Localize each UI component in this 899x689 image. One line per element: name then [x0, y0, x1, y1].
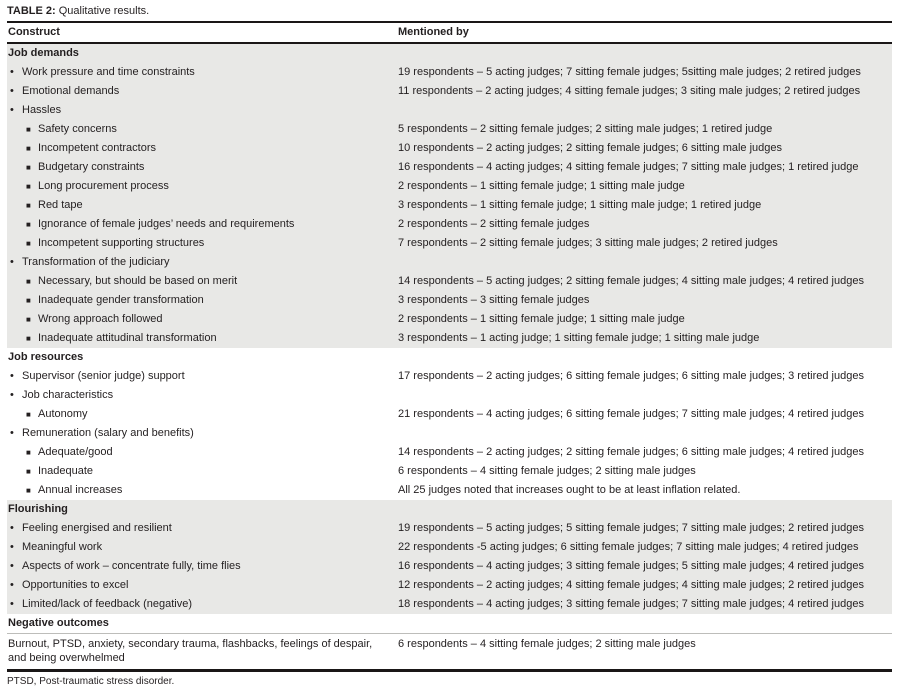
construct-label: Red tape	[38, 199, 83, 211]
bullet-icon: •	[10, 104, 14, 116]
bullet-icon: ■	[26, 334, 31, 343]
table-row	[7, 462, 892, 481]
mentioned-by-cell	[398, 424, 892, 443]
construct-label: Adequate/good	[38, 446, 113, 458]
table-row	[7, 310, 892, 329]
mentioned-by-cell	[398, 310, 892, 329]
construct-label: Meaningful work	[22, 541, 103, 553]
mentioned-by-text: 2 respondents – 1 sitting female judge; 1 sitting male judge	[398, 180, 685, 192]
construct-cell	[7, 614, 398, 633]
construct-label: Supervisor (senior judge) support	[22, 370, 185, 382]
construct-label: Burnout, PTSD, anxiety, secondary trauma, flashbacks, feelings of despair, and being overwhelmed	[8, 638, 373, 664]
construct-cell	[7, 272, 398, 291]
bullet-icon: •	[10, 560, 14, 572]
table-row	[7, 291, 892, 310]
bullet-icon: •	[10, 370, 14, 382]
construct-cell	[7, 481, 398, 500]
mentioned-by-text: 14 respondents – 2 acting judges; 2 sitting female judges; 6 sitting male judges; 4 retired judges	[398, 446, 864, 458]
mentioned-by-cell	[398, 101, 892, 120]
mentioned-by-cell	[398, 557, 892, 576]
table-row	[7, 576, 892, 595]
mentioned-by-cell	[398, 348, 892, 367]
column-header-construct: Construct	[8, 26, 60, 38]
table-row	[7, 538, 892, 557]
bullet-icon: •	[10, 522, 14, 534]
table-row	[7, 424, 892, 443]
mentioned-by-cell	[398, 82, 892, 101]
construct-cell	[7, 139, 398, 158]
bullet-icon: •	[10, 256, 14, 268]
mentioned-by-text: 10 respondents – 2 acting judges; 2 sitting female judges; 6 sitting male judges	[398, 142, 783, 154]
construct-cell	[7, 462, 398, 481]
mentioned-by-cell	[398, 234, 892, 253]
table-row	[7, 405, 892, 424]
construct-label: Job characteristics	[22, 389, 114, 401]
mentioned-by-cell	[398, 120, 892, 139]
mentioned-by-text: 3 respondents – 3 sitting female judges	[398, 294, 590, 306]
mentioned-by-cell	[398, 329, 892, 348]
table-row	[7, 139, 892, 158]
table-row	[7, 557, 892, 576]
mentioned-by-text: 2 respondents – 1 sitting female judge; 1 sitting male judge	[398, 313, 685, 325]
construct-cell	[7, 386, 398, 405]
mentioned-by-cell	[398, 637, 892, 665]
column-header-mentioned-by: Mentioned by	[398, 26, 469, 38]
bullet-icon: ■	[26, 277, 31, 286]
table-row	[7, 234, 892, 253]
construct-cell	[7, 101, 398, 120]
table-row	[7, 595, 892, 614]
mentioned-by-text: 19 respondents – 5 acting judges; 5 sitting female judges; 7 sitting male judges; 2 retired judges	[398, 522, 864, 534]
table-row	[7, 386, 892, 405]
construct-cell	[7, 576, 398, 595]
construct-label: Inadequate attitudinal transformation	[38, 332, 217, 344]
mentioned-by-cell	[398, 519, 892, 538]
construct-cell	[7, 424, 398, 443]
construct-label: Long procurement process	[38, 180, 169, 192]
table-row	[7, 215, 892, 234]
construct-cell	[7, 637, 398, 665]
table-row	[7, 348, 892, 367]
construct-label: Hassles	[22, 104, 62, 116]
mentioned-by-cell	[398, 386, 892, 405]
table-title-label: TABLE 2:	[7, 5, 56, 17]
footnote: PTSD, Post-traumatic stress disorder.	[7, 676, 175, 687]
construct-cell	[7, 500, 398, 519]
mentioned-by-cell	[398, 367, 892, 386]
mentioned-by-cell	[398, 196, 892, 215]
mentioned-by-cell	[398, 253, 892, 272]
mentioned-by-cell	[398, 405, 892, 424]
construct-label: Budgetary constraints	[38, 161, 145, 173]
mentioned-by-text: 7 respondents – 2 sitting female judges; 3 sitting male judges; 2 retired judges	[398, 237, 778, 249]
construct-label: Aspects of work – concentrate fully, time flies	[22, 560, 241, 572]
bullet-icon: ■	[26, 182, 31, 191]
construct-label: Annual increases	[38, 484, 123, 496]
bullet-icon: ■	[26, 410, 31, 419]
bullet-icon: •	[10, 598, 14, 610]
construct-cell	[7, 291, 398, 310]
construct-cell	[7, 177, 398, 196]
bullet-icon: ■	[26, 144, 31, 153]
construct-label: Incompetent contractors	[38, 142, 157, 154]
construct-cell	[7, 196, 398, 215]
construct-label: Remuneration (salary and benefits)	[22, 427, 194, 439]
mentioned-by-text: 5 respondents – 2 sitting female judges; 2 sitting male judges; 1 retired judge	[398, 123, 773, 135]
mentioned-by-text: 12 respondents – 2 acting judges; 4 sitting female judges; 4 sitting male judges; 2 retired judges	[398, 579, 864, 591]
construct-label: Autonomy	[38, 408, 88, 420]
bullet-icon: •	[10, 389, 14, 401]
bullet-icon: •	[10, 85, 14, 97]
mentioned-by-text: 22 respondents -5 acting judges; 6 sitting female judges; 7 sitting male judges; 4 retired judges	[398, 541, 859, 553]
table-row	[7, 614, 892, 634]
table-row	[7, 177, 892, 196]
bullet-icon: ■	[26, 201, 31, 210]
construct-label: Opportunities to excel	[22, 579, 129, 591]
construct-label: Ignorance of female judges’ needs and requirements	[38, 218, 295, 230]
bullet-icon: •	[10, 541, 14, 553]
construct-label: Job resources	[8, 351, 84, 363]
mentioned-by-cell	[398, 158, 892, 177]
mentioned-by-cell	[398, 595, 892, 614]
construct-label: Wrong approach followed	[38, 313, 163, 325]
mentioned-by-text: 6 respondents – 4 sitting female judges; 2 sitting male judges	[398, 638, 696, 650]
construct-label: Limited/lack of feedback (negative)	[22, 598, 192, 610]
construct-cell	[7, 443, 398, 462]
mentioned-by-text: 18 respondents – 4 acting judges; 3 sitting female judges; 7 sitting male judges; 4 retired judges	[398, 598, 864, 610]
construct-cell	[7, 367, 398, 386]
mentioned-by-text: 17 respondents – 2 acting judges; 6 sitting female judges; 6 sitting male judges; 3 retired judges	[398, 370, 864, 382]
mentioned-by-cell	[398, 443, 892, 462]
construct-cell	[7, 234, 398, 253]
mentioned-by-text: 3 respondents – 1 sitting female judge; 1 sitting male judge; 1 retired judge	[398, 199, 762, 211]
construct-label: Safety concerns	[38, 123, 117, 135]
table-row	[7, 63, 892, 82]
construct-cell	[7, 82, 398, 101]
construct-label: Transformation of the judiciary	[22, 256, 170, 268]
mentioned-by-text: 19 respondents – 5 acting judges; 7 sitting female judges; 5sitting male judges; 2 retired judges	[398, 66, 861, 78]
bullet-icon: ■	[26, 315, 31, 324]
mentioned-by-text: 14 respondents – 5 acting judges; 2 sitting female judges; 4 sitting male judges; 4 retired judges	[398, 275, 864, 287]
table-row	[7, 519, 892, 538]
mentioned-by-cell	[398, 177, 892, 196]
construct-cell	[7, 348, 398, 367]
mentioned-by-cell	[398, 272, 892, 291]
table-row	[7, 196, 892, 215]
mentioned-by-text: 16 respondents – 4 acting judges; 4 sitting female judges; 7 sitting male judges; 1 retired judge	[398, 161, 859, 173]
mentioned-by-text: 11 respondents – 2 acting judges; 4 sitting female judges; 3 siting male judges; 2 retired judges	[398, 85, 861, 97]
bullet-icon: ■	[26, 467, 31, 476]
construct-cell	[7, 519, 398, 538]
construct-label: Feeling energised and resilient	[22, 522, 172, 534]
mentioned-by-text: 21 respondents – 4 acting judges; 6 sitting female judges; 7 sitting male judges; 4 retired judges	[398, 408, 864, 420]
table-row	[7, 44, 892, 63]
mentioned-by-text: 6 respondents – 4 sitting female judges; 2 sitting male judges	[398, 465, 696, 477]
construct-cell	[7, 215, 398, 234]
construct-cell	[7, 44, 398, 63]
bullet-icon: •	[10, 66, 14, 78]
mentioned-by-cell	[398, 614, 892, 633]
construct-cell	[7, 63, 398, 82]
construct-label: Negative outcomes	[8, 617, 109, 629]
construct-cell	[7, 158, 398, 177]
mentioned-by-cell	[398, 44, 892, 63]
mentioned-by-cell	[398, 215, 892, 234]
table-header-row	[7, 23, 892, 44]
construct-label: Incompetent supporting structures	[38, 237, 205, 249]
mentioned-by-cell	[398, 481, 892, 500]
construct-cell	[7, 595, 398, 614]
construct-cell	[7, 310, 398, 329]
construct-label: Inadequate	[38, 465, 94, 477]
bullet-icon: ■	[26, 448, 31, 457]
table-row	[7, 253, 892, 272]
bullet-icon: ■	[26, 125, 31, 134]
construct-label: Job demands	[8, 47, 79, 59]
mentioned-by-text: 2 respondents – 2 sitting female judges	[398, 218, 590, 230]
table-row	[7, 481, 892, 500]
table-row	[7, 101, 892, 120]
table-title	[7, 4, 892, 23]
construct-label: Emotional demands	[22, 85, 120, 97]
table-row	[7, 634, 892, 669]
table-title-text: Qualitative results.	[55, 5, 150, 17]
mentioned-by-cell	[398, 538, 892, 557]
construct-label: Work pressure and time constraints	[22, 66, 195, 78]
mentioned-by-cell	[398, 63, 892, 82]
bullet-icon: ■	[26, 296, 31, 305]
table-row	[7, 500, 892, 519]
table-row	[7, 367, 892, 386]
construct-cell	[7, 405, 398, 424]
mentioned-by-cell	[398, 500, 892, 519]
bullet-icon: ■	[26, 220, 31, 229]
table-row	[7, 443, 892, 462]
bullet-icon: •	[10, 579, 14, 591]
construct-label: Necessary, but should be based on merit	[38, 275, 238, 287]
table-row	[7, 272, 892, 291]
table-row	[7, 82, 892, 101]
construct-cell	[7, 538, 398, 557]
bullet-icon: ■	[26, 163, 31, 172]
construct-cell	[7, 329, 398, 348]
table-body	[7, 44, 892, 669]
construct-cell	[7, 253, 398, 272]
mentioned-by-cell	[398, 291, 892, 310]
table-row	[7, 329, 892, 348]
mentioned-by-cell	[398, 139, 892, 158]
construct-label: Inadequate gender transformation	[38, 294, 204, 306]
bullet-icon: ■	[26, 486, 31, 495]
table-row	[7, 158, 892, 177]
table-row	[7, 120, 892, 139]
construct-cell	[7, 120, 398, 139]
mentioned-by-cell	[398, 576, 892, 595]
construct-cell	[7, 557, 398, 576]
mentioned-by-text: 16 respondents – 4 acting judges; 3 sitting female judges; 5 sitting male judges; 4 retired judges	[398, 560, 864, 572]
bullet-icon: ■	[26, 239, 31, 248]
mentioned-by-text: 3 respondents – 1 acting judge; 1 sitting female judge; 1 sitting male judge	[398, 332, 760, 344]
bullet-icon: •	[10, 427, 14, 439]
construct-label: Flourishing	[8, 503, 68, 515]
mentioned-by-text: All 25 judges noted that increases ought to be at least inflation related.	[398, 484, 741, 496]
mentioned-by-cell	[398, 462, 892, 481]
